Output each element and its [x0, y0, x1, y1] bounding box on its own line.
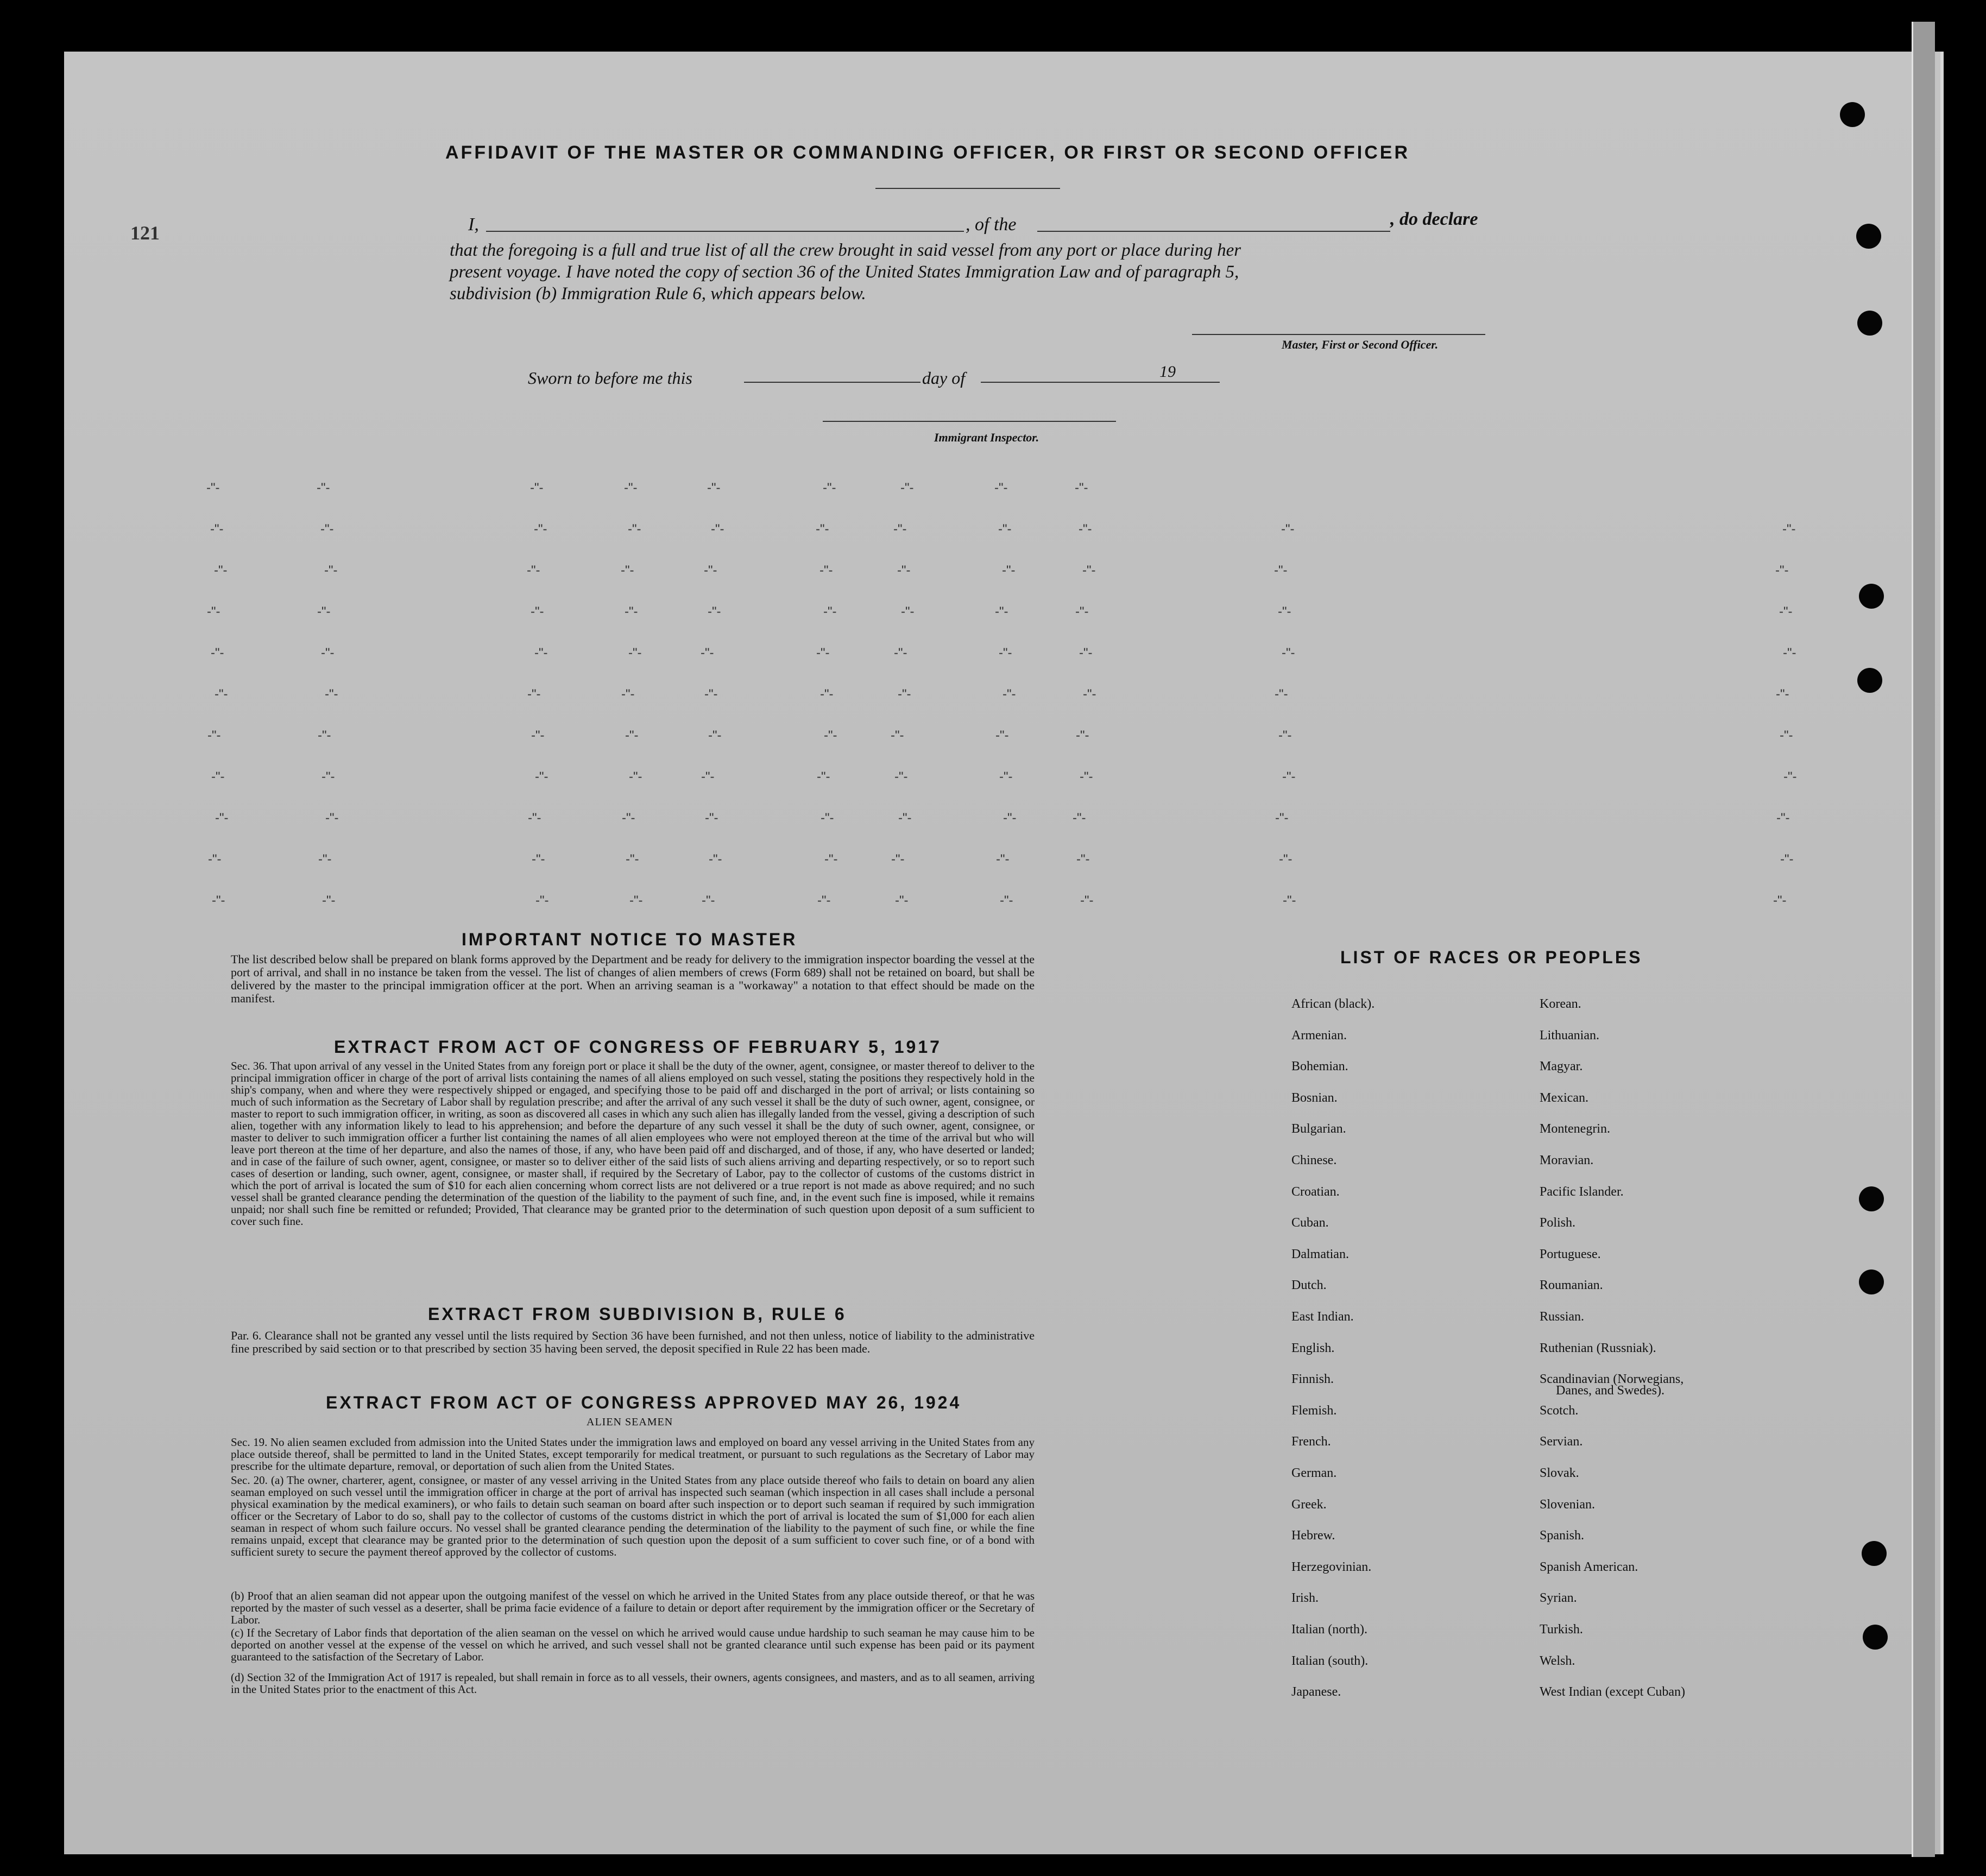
extract-1924-title: EXTRACT FROM ACT OF CONGRESS APPROVED MAY 26, 1924	[326, 1393, 962, 1412]
ditto-mark: -"-	[622, 811, 635, 825]
race-item: Servian.	[1540, 1435, 1583, 1449]
section-20a-text: Sec. 20. (a) The owner, charterer, agent, consignee, or master of any vessel arriving in the United States from any place outside thereof who fails to detain on board any alien seaman employed on such vessel until the immigration officer in charge at the port of arrival has inspected such seaman (which inspection in all cases shall include a personal physical examination by the medical examiners), or who fails to detain such seaman on board after such inspection or to deport such seaman if required by such immigration officer or the Secretary of Labor to do so, shall pay to the collector of customs of the customs district in which the port of arrival is located the sum of $1,000 for each alien seaman in respect of whom such failure occurs. No vessel shall be granted clearance pending the determination of the liability to the payment of such fine, or while the fine remains unpaid, except that clearance may be granted prior to the determination of such question upon the deposit of a sum sufficient to cover such fine, or of a bond with sufficient surety to secure the payment thereof approved by the collector of customs.	[231, 1474, 1035, 1558]
inspector-signature-line	[823, 421, 1116, 422]
of-the-label: , of the	[966, 214, 1017, 235]
ditto-mark: -"-	[532, 852, 545, 867]
ditto-mark: -"-	[528, 811, 541, 825]
race-item: Dalmatian.	[1291, 1247, 1349, 1261]
race-item: West Indian (except Cuban)	[1540, 1685, 1685, 1700]
ditto-mark: -"-	[531, 728, 545, 743]
ditto-mark: -"-	[709, 852, 722, 867]
ditto-mark: -"-	[816, 522, 829, 536]
ditto-mark: -"-	[211, 769, 225, 784]
race-item: Roumanian.	[1540, 1278, 1603, 1293]
section-19-text: Sec. 19. No alien seamen excluded from admission into the United States under the immigration laws and employed on board any vessel arriving in the United States from any place outside thereof, shall be permitted to land in the United States, except temporarily for medical treatment, or pursuant to such regulations as the Secretary of Labor may prescribe for the ultimate departure, removal, or deportation of such alien from the United States.	[231, 1436, 1035, 1473]
ditto-mark: -"-	[1782, 522, 1796, 536]
ditto-mark: -"-	[1282, 769, 1296, 784]
ditto-mark: -"-	[527, 563, 540, 578]
ditto-mark: -"-	[898, 687, 911, 702]
ditto-mark: -"-	[1079, 522, 1092, 536]
ditto-mark: -"-	[1083, 687, 1096, 702]
notice-title: IMPORTANT NOTICE TO MASTER	[462, 930, 798, 949]
ditto-mark: -"-	[819, 563, 833, 578]
ditto-mark: -"-	[625, 728, 639, 743]
sworn-label: Sworn to before me this	[528, 368, 692, 388]
race-item: Finnish.	[1291, 1372, 1334, 1387]
ditto-mark: -"-	[996, 852, 1010, 867]
ditto-mark: -"-	[1780, 728, 1793, 743]
ditto-mark: -"-	[820, 687, 834, 702]
ditto-mark: -"-	[1775, 563, 1789, 578]
ditto-mark: -"-	[897, 563, 911, 578]
section-20c-text: (c) If the Secretary of Labor finds that deportation of the alien seaman on the vessel on which he arrived would cause undue hardship to such seaman he may cause him to be deported on another vessel at the expense of the vessel on which he arrived, and such vessel shall not be granted clearance until such expense has been paid or its payment guaranteed to the satisfaction of the Secretary of Labor.	[231, 1626, 1035, 1663]
race-item: Italian (south).	[1291, 1653, 1369, 1668]
ditto-mark: -"-	[1283, 893, 1296, 908]
ditto-mark: -"-	[711, 522, 724, 536]
race-item: Montenegrin.	[1540, 1122, 1610, 1136]
race-item: Bosnian.	[1291, 1090, 1338, 1105]
ditto-mark: -"-	[1076, 852, 1090, 867]
race-item: German.	[1291, 1466, 1337, 1480]
ditto-mark: -"-	[1075, 604, 1089, 619]
alien-seamen-subtitle: ALIEN SEAMEN	[587, 1416, 673, 1428]
extract-1917-title: EXTRACT FROM ACT OF CONGRESS OF FEBRUARY 5, 1917	[334, 1037, 942, 1057]
ditto-mark: -"-	[629, 769, 642, 784]
race-item: Scandinavian (Norwegians,	[1540, 1372, 1684, 1387]
extract-rule6-title: EXTRACT FROM SUBDIVISION B, RULE 6	[428, 1304, 847, 1324]
race-item: African (black).	[1291, 997, 1375, 1011]
ditto-mark: -"-	[317, 604, 331, 619]
race-item: Portuguese.	[1540, 1247, 1601, 1261]
ditto-mark: -"-	[214, 563, 228, 578]
race-item: Pacific Islander.	[1540, 1184, 1624, 1199]
ditto-mark: -"-	[628, 646, 642, 660]
race-item: Flemish.	[1291, 1403, 1337, 1418]
ditto-mark: -"-	[207, 604, 220, 619]
ditto-mark: -"-	[998, 522, 1012, 536]
ditto-mark: -"-	[898, 811, 912, 825]
ditto-mark: -"-	[317, 481, 330, 495]
ditto-mark: -"-	[1000, 893, 1013, 908]
race-item-continuation: Danes, and Swedes).	[1556, 1384, 1665, 1398]
binder-hole	[1863, 1625, 1888, 1650]
section-20b-text: (b) Proof that an alien seaman did not appear upon the outgoing manifest of the vessel on which he arrived in the United States from any place outside thereof, or that he was reported by the master of such vessel as a deserter, shall be prima facie evidence of a failure to detain or deport after requirement by the immigration officer or the Secretary of Labor.	[231, 1589, 1035, 1626]
race-item: Syrian.	[1540, 1591, 1577, 1606]
ditto-mark: -"-	[321, 646, 335, 660]
ditto-mark: -"-	[817, 893, 831, 908]
ditto-mark: -"-	[208, 852, 222, 867]
ditto-mark: -"-	[901, 604, 915, 619]
ditto-mark: -"-	[628, 522, 641, 536]
ditto-mark: -"-	[1080, 769, 1093, 784]
ditto-mark: -"-	[1779, 604, 1793, 619]
binder-hole	[1840, 102, 1865, 127]
ditto-mark: -"-	[1002, 563, 1016, 578]
title-rule	[875, 188, 1060, 189]
race-item: Scotch.	[1540, 1403, 1579, 1418]
i-label: I,	[468, 214, 479, 235]
ditto-mark: -"-	[1278, 604, 1291, 619]
year-label: 19	[1159, 363, 1176, 381]
ditto-mark: -"-	[534, 646, 548, 660]
affidavit-line-2: that the foregoing is a full and true list of all the crew brought in said vessel from any port or place during her	[450, 241, 1241, 260]
race-item: Bulgarian.	[1291, 1122, 1346, 1136]
ditto-mark: -"-	[995, 604, 1008, 619]
race-item: Hebrew.	[1291, 1528, 1335, 1543]
race-item: Bohemian.	[1291, 1059, 1348, 1074]
ditto-mark: -"-	[824, 852, 838, 867]
ditto-mark: -"-	[894, 646, 907, 660]
section-20d-text: (d) Section 32 of the Immigration Act of 1917 is repealed, but shall remain in force as to all vessels, their owners, agents consignees, and masters, and as to all seamen, arriving in the United States prior to the enactment of this Act.	[231, 1671, 1035, 1696]
binder-hole	[1859, 584, 1884, 609]
race-item: Russian.	[1540, 1310, 1585, 1324]
ditto-mark: -"-	[999, 646, 1012, 660]
ditto-mark: -"-	[211, 646, 224, 660]
name-blank	[486, 231, 964, 232]
race-item: Japanese.	[1291, 1685, 1341, 1700]
ditto-mark: -"-	[535, 769, 548, 784]
ditto-mark: -"-	[325, 687, 338, 702]
ditto-mark: -"-	[894, 769, 908, 784]
ditto-mark: -"-	[893, 522, 907, 536]
ditto-mark: -"-	[318, 728, 331, 743]
ditto-mark: -"-	[1076, 728, 1089, 743]
race-item: Polish.	[1540, 1216, 1576, 1230]
ditto-mark: -"-	[1075, 481, 1088, 495]
ditto-mark: -"-	[1003, 811, 1017, 825]
ditto-mark: -"-	[535, 893, 549, 908]
ditto-mark: -"-	[816, 646, 830, 660]
race-item: Croatian.	[1291, 1184, 1340, 1199]
extract-1917-text: Sec. 36. That upon arrival of any vessel in the United States from any foreign port or place it shall be the duty of the owner, agent, consignee, or master thereof to deliver to the principal immigration officer in charge of the port of arrival lists containing the names of all aliens employed on such vessel, stating the positions they respectively hold in the ship's company, when and where they were respectively shipped or engaged, and specifying those to be paid off and discharged in the port of arrival; or lists containing so much of such information as the Secretary of Labor shall by regulation prescribe; and after the arrival of any such vessel it shall be the duty of such owner, agent, consignee, or master to report to such immigration officer, in writing, as soon as discovered all cases in which any such alien has illegally landed from the vessel, giving a description of such alien, together with any information likely to lead to his apprehension; and before the departure of any such vessel it shall be the duty of such owner, agent, consignee, or master to deliver to such immigration officer a further list containing the names of all alien employees who were not employed thereon at the time of the arrival but who will leave port thereon at the time of her departure, and also the names of those, if any, who have been paid off and discharged, and of those, if any, who have deserted or landed; and in case of the failure of such owner, agent, consignee, or master so to deliver either of the said lists of such aliens arriving and departing respectively, or so to report such cases of desertion or landing, such owner, agent, consignee, or master shall, if required by the Secretary of Labor, pay to the collector of customs of the customs district in which the port of arrival is located the sum of $10 for each alien concerning whom correct lists are not delivered or a true report is not made as above required; and no such vessel shall be granted clearance pending the determination of the question of the liability to the payment of such fine, and, in the event such fine is imposed, while it remains unpaid; nor shall such fine be remitted or refunded; Provided, That clearance may be granted prior to the determination of such question upon deposit of a sum sufficient to cover such fine.	[231, 1059, 1035, 1228]
ditto-mark: -"-	[824, 728, 837, 743]
race-item: Moravian.	[1540, 1153, 1594, 1167]
race-item: Magyar.	[1540, 1059, 1583, 1074]
ditto-mark: -"-	[534, 522, 547, 536]
ditto-mark: -"-	[821, 811, 834, 825]
ditto-mark: -"-	[215, 687, 228, 702]
ditto-mark: -"-	[531, 604, 544, 619]
ditto-mark: -"-	[708, 604, 721, 619]
ditto-mark: -"-	[1282, 646, 1295, 660]
binder-hole	[1859, 1269, 1884, 1294]
binder-hole	[1862, 1541, 1887, 1566]
ditto-mark: -"-	[621, 687, 635, 702]
ditto-mark: -"-	[625, 604, 638, 619]
margin-mark: 121	[130, 222, 160, 244]
ditto-mark: -"-	[325, 811, 339, 825]
ditto-mark: -"-	[891, 728, 904, 743]
race-item: Ruthenian (Russniak).	[1540, 1341, 1656, 1355]
master-caption: Master, First or Second Officer.	[1282, 338, 1439, 351]
ditto-mark: -"-	[1073, 811, 1086, 825]
ditto-mark: -"-	[1780, 852, 1794, 867]
ditto-mark: -"-	[1080, 893, 1094, 908]
race-item: Welsh.	[1540, 1653, 1575, 1668]
ditto-mark: -"-	[707, 481, 721, 495]
ditto-mark: -"-	[823, 481, 836, 495]
ditto-mark: -"-	[891, 852, 905, 867]
extract-rule6-text: Par. 6. Clearance shall not be granted any vessel until the lists required by Section 36 have been furnished, and not then unless, notice of liability to the administrative fine prescribed by said section or to that prescribed by section 35 having been served, the deposit specified in Rule 22 has been made.	[231, 1329, 1035, 1355]
ditto-mark: -"-	[1079, 646, 1093, 660]
ditto-mark: -"-	[322, 893, 336, 908]
race-item: Cuban.	[1291, 1216, 1329, 1230]
race-item: Spanish.	[1540, 1528, 1585, 1543]
ditto-mark: -"-	[1003, 687, 1016, 702]
race-item: Lithuanian.	[1540, 1028, 1599, 1043]
race-item: Slovak.	[1540, 1466, 1579, 1480]
ditto-mark: -"-	[321, 769, 335, 784]
race-item: Turkish.	[1540, 1622, 1583, 1637]
race-item: Armenian.	[1291, 1028, 1347, 1043]
ditto-mark: -"-	[995, 728, 1009, 743]
binder-hole	[1857, 311, 1882, 336]
ditto-mark: -"-	[530, 481, 544, 495]
notice-text: The list described below shall be prepared on blank forms approved by the Department and be ready for delivery to the immigration inspector boarding the vessel at the port of arrival, and shall in no instance be taken from the vessel. The list of changes of alien members of crews (Form 689) shall not be retained on board, but shall be delivered by the master to the principal immigration officer at the port. When an arriving seaman is a "workaway" a notation to that effect should be made on the manifest.	[231, 952, 1035, 1005]
race-item: East Indian.	[1291, 1310, 1354, 1324]
inspector-caption: Immigrant Inspector.	[934, 431, 1039, 444]
ditto-mark: -"-	[215, 811, 229, 825]
ditto-mark: -"-	[704, 563, 717, 578]
race-item: Greek.	[1291, 1497, 1327, 1512]
race-item: Mexican.	[1540, 1090, 1588, 1105]
race-item: Italian (north).	[1291, 1622, 1367, 1637]
ditto-mark: -"-	[1783, 769, 1797, 784]
ditto-mark: -"-	[823, 604, 837, 619]
race-item: Dutch.	[1291, 1278, 1327, 1293]
ditto-mark: -"-	[320, 522, 334, 536]
affidavit-line-4: subdivision (b) Immigration Rule 6, which appears below.	[450, 284, 866, 304]
race-item: English.	[1291, 1341, 1335, 1355]
month-blank	[981, 382, 1220, 383]
ditto-mark: -"-	[626, 852, 639, 867]
ditto-mark: -"-	[527, 687, 541, 702]
ditto-mark: -"-	[999, 769, 1013, 784]
binder-hole	[1856, 224, 1881, 249]
do-declare-label: , do declare	[1390, 209, 1478, 229]
binder-hole	[1859, 1186, 1884, 1211]
ditto-mark: -"-	[900, 481, 914, 495]
affidavit-line-3: present voyage. I have noted the copy of section 36 of the United States Immigration Law and of paragraph 5,	[450, 262, 1239, 282]
race-item: Spanish American.	[1540, 1559, 1638, 1574]
ditto-mark: -"-	[318, 852, 332, 867]
race-item: French.	[1291, 1435, 1331, 1449]
ditto-mark: -"-	[1776, 687, 1789, 702]
ditto-mark: -"-	[817, 769, 830, 784]
ditto-mark: -"-	[624, 481, 638, 495]
binder-hole	[1857, 668, 1882, 693]
ditto-mark: -"-	[704, 687, 718, 702]
ditto-mark: -"-	[1279, 852, 1293, 867]
page-edge	[1912, 22, 1935, 1857]
ditto-mark: -"-	[1278, 728, 1292, 743]
ditto-mark: -"-	[1776, 811, 1790, 825]
ditto-mark: -"-	[1281, 522, 1295, 536]
ditto-mark: -"-	[708, 728, 722, 743]
ditto-mark: -"-	[701, 646, 714, 660]
ditto-mark: -"-	[895, 893, 909, 908]
races-title: LIST OF RACES OR PEOPLES	[1340, 948, 1643, 967]
ditto-mark: -"-	[1773, 893, 1787, 908]
affidavit-title: AFFIDAVIT OF THE MASTER OR COMMANDING OFFICER, OR FIRST OR SECOND OFFICER	[445, 142, 1410, 163]
ditto-mark: -"-	[705, 811, 718, 825]
ditto-mark: -"-	[1275, 811, 1289, 825]
day-blank	[744, 382, 921, 383]
ditto-mark: -"-	[701, 769, 715, 784]
race-item: Slovenian.	[1540, 1497, 1595, 1512]
race-item: Herzegovinian.	[1291, 1559, 1372, 1574]
race-item: Irish.	[1291, 1591, 1319, 1606]
ditto-mark: -"-	[324, 563, 338, 578]
vessel-blank	[1037, 231, 1390, 232]
ditto-mark: -"-	[207, 728, 221, 743]
ditto-mark: -"-	[210, 522, 224, 536]
day-of-label: day of	[922, 368, 966, 388]
master-signature-line	[1192, 334, 1485, 335]
ditto-mark: -"-	[994, 481, 1008, 495]
ditto-mark: -"-	[629, 893, 643, 908]
race-item: Chinese.	[1291, 1153, 1337, 1167]
ditto-mark: -"-	[1275, 687, 1288, 702]
ditto-mark: -"-	[621, 563, 634, 578]
ditto-mark: -"-	[1082, 563, 1096, 578]
race-item: Korean.	[1540, 997, 1581, 1011]
ditto-mark: -"-	[702, 893, 715, 908]
ditto-mark: -"-	[1274, 563, 1288, 578]
ditto-mark: -"-	[212, 893, 225, 908]
ditto-mark: -"-	[1783, 646, 1796, 660]
ditto-mark: -"-	[206, 481, 220, 495]
